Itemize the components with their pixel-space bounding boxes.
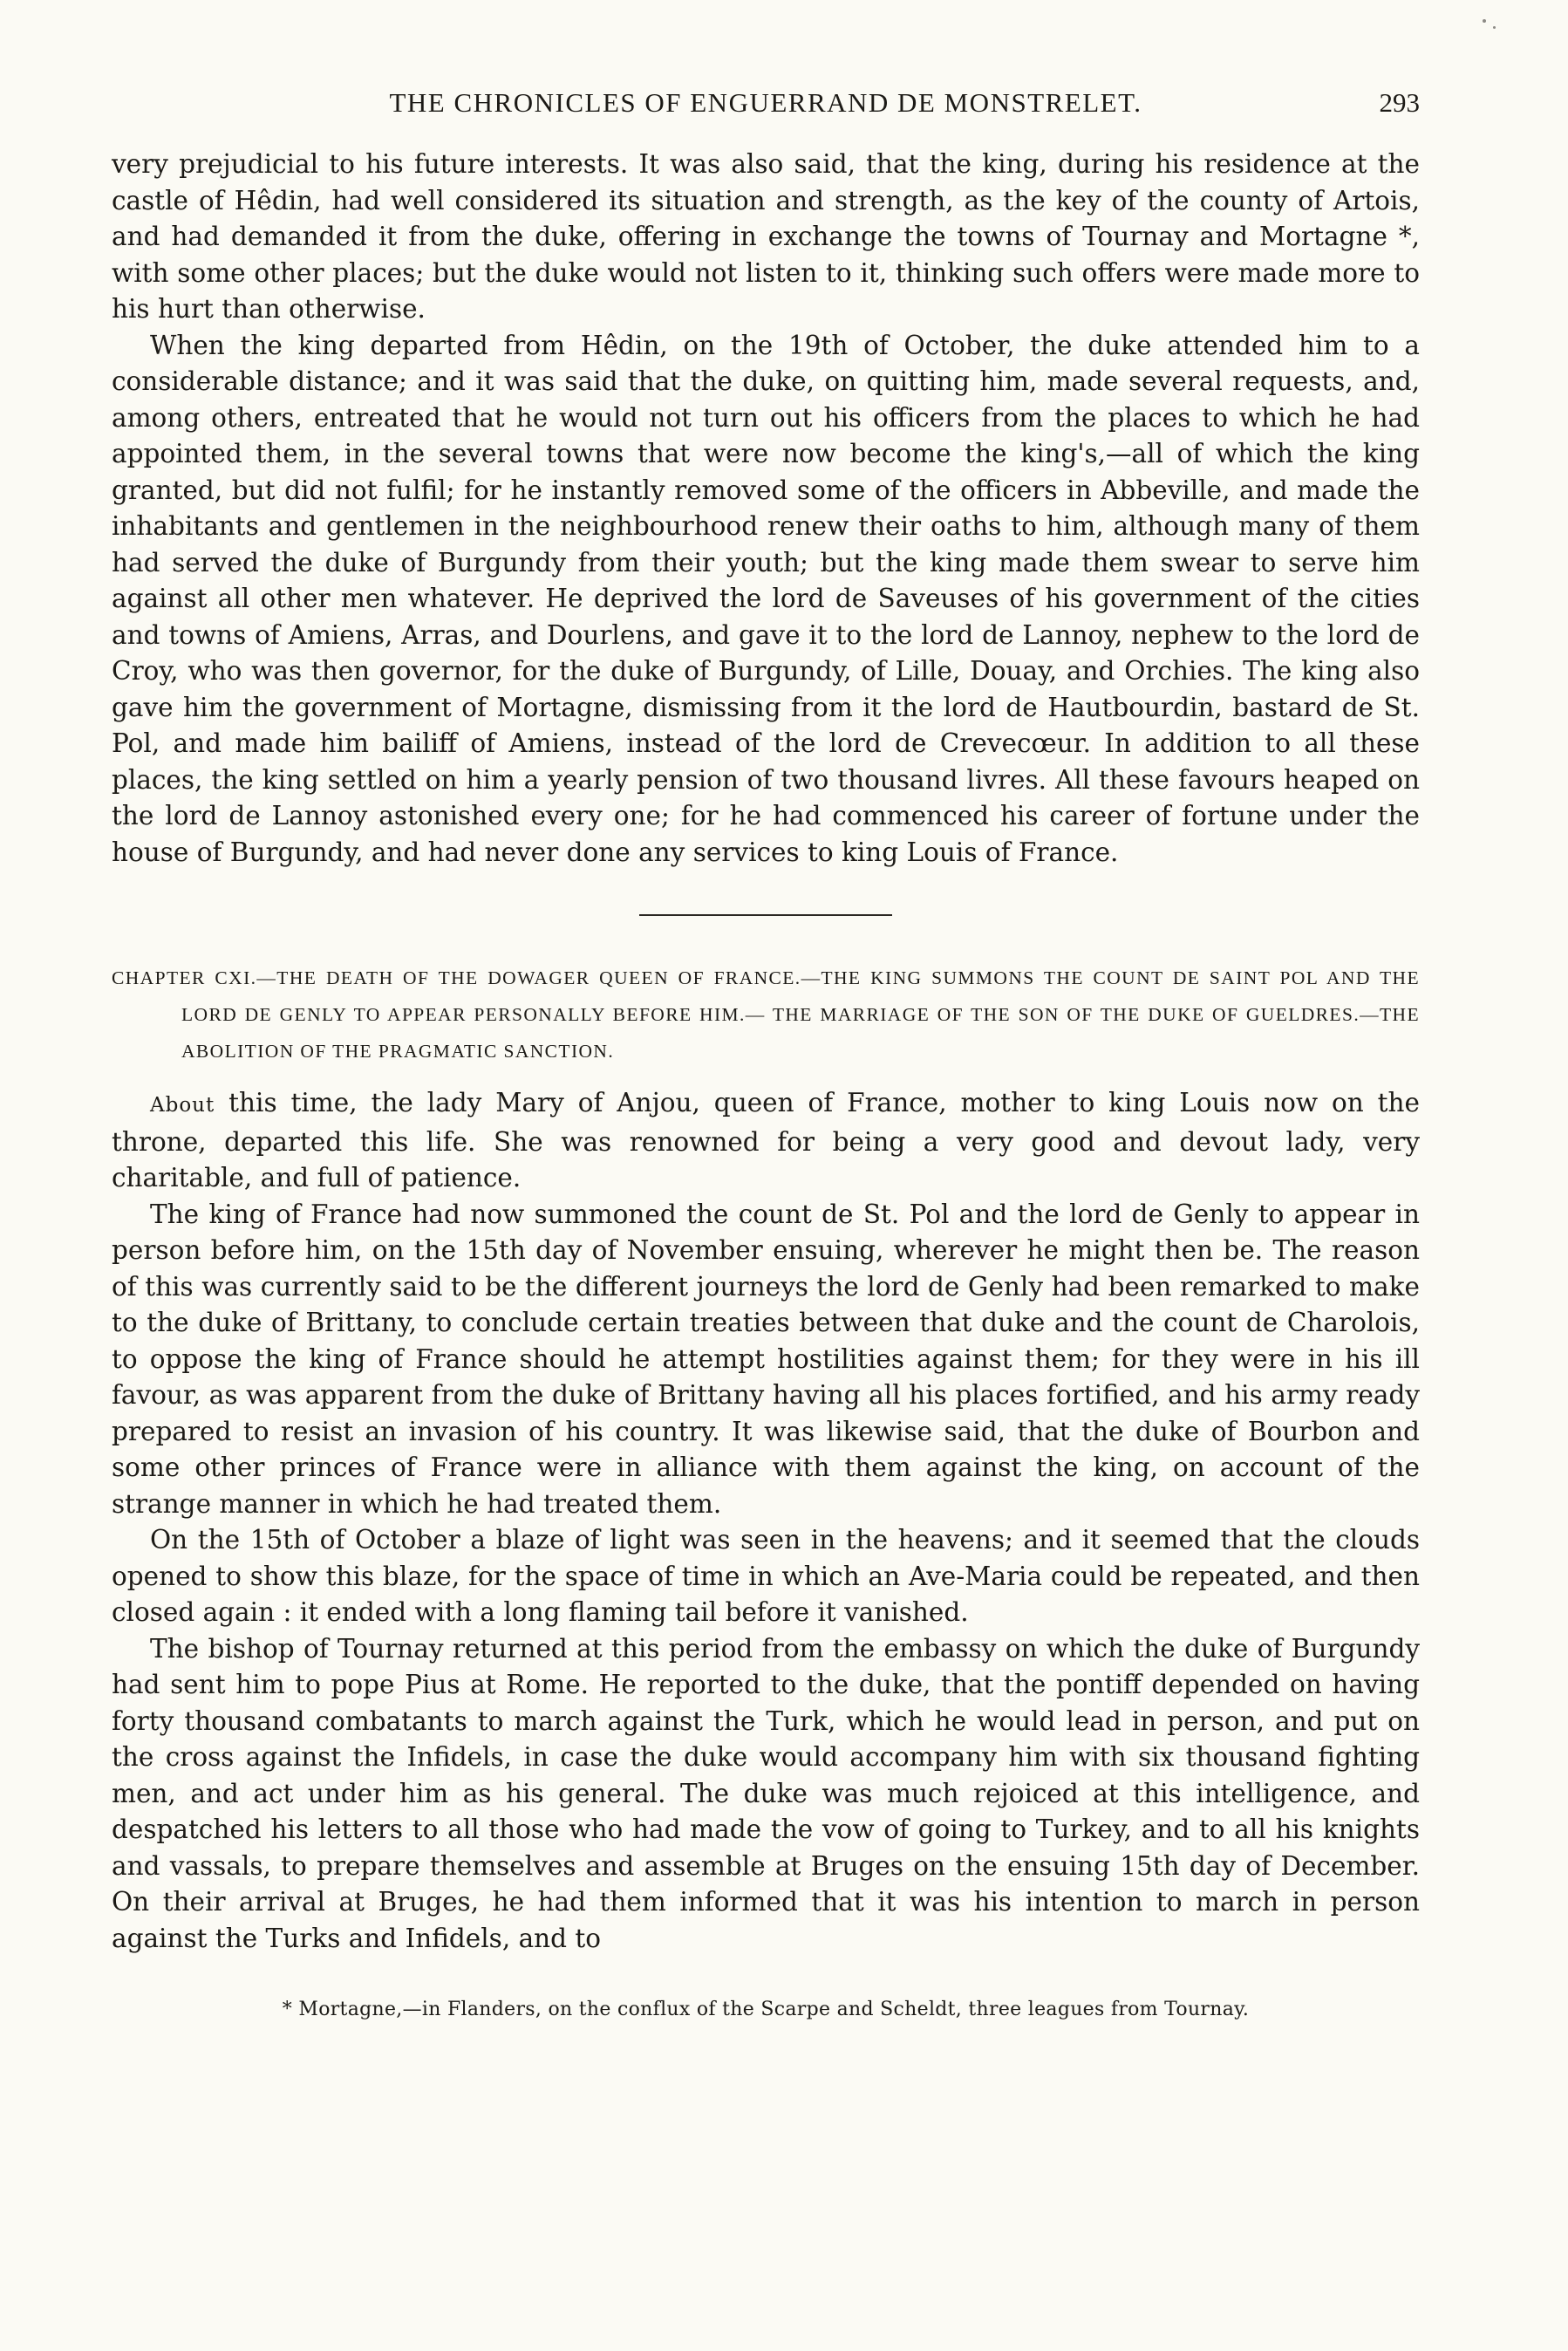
- paragraph-continued: very prejudicial to his future interests. It was also said, that the king, during his residence at the castle of Hêdin, had well considered its situation and strength, as the key of the county of Artois, and had demanded it from the duke, offering in exchange the towns of Tournay and Mortagne *, with some other places; but the duke would not listen to it, thinking such offers were made more to his hurt than otherwise.: [112, 149, 1420, 324]
- chapter-text: [112, 1085, 1420, 1957]
- main-text: [112, 147, 1420, 2028]
- opening-paragraph-text: this time, the lady Mary of Anjou, queen of France, mother to king Louis now on the throne, departed this life. She was renowned for being a very good and devout lady, very charitable, and full of patience.: [112, 1088, 1420, 1193]
- page-number: 293: [1379, 87, 1420, 118]
- running-head-title: THE CHRONICLES OF ENGUERRAND DE MONSTRELET.: [389, 87, 1142, 118]
- page-speck: [1483, 19, 1486, 23]
- paragraph: When the king departed from Hêdin, on the 19th of October, the duke attended him to a considerable distance; and it was said that the duke, on quitting him, made several requests, and, among others, entreated that he would not turn out his officers from the places to which he had appointed them, in the several towns that were now become the king's,—all of which the king granted, but did not fulfil; for he instantly removed some of the officers in Abbeville, and made the inhabitants and gentlemen in the neighbourhood renew their oaths to him, although many of them had served the duke of Burgundy from their youth; but the king made them swear to serve him against all other men whatever. He deprived the lord de Saveuses of his government of the cities and towns of Amiens, Arras, and Dourlens, and gave it to the lord de Lannoy, nephew to the lord de Croy, who was then governor, for the duke of Burgundy, of Lille, Douay, and Orchies. The king also gave him the government of Mortagne, dismissing from it the lord de Hautbourdin, bastard de St. Pol, and made him bailiff of Amiens, instead of the lord de Crevecœur. In addition to all these places, the king settled on him a yearly pension of two thousand livres. All these favours heaped on the lord de Lannoy astonished every one; for he had commenced his career of fortune under the house of Burgundy, and had never done any services to king Louis of France.: [112, 330, 1420, 867]
- book-page: [112, 87, 1420, 2028]
- paragraph: The bishop of Tournay returned at this period from the embassy on which the duke of Burgundy had sent him to pope Pius at Rome. He reported to the duke, that the pontiff depended on having forty thousand combatants to march against the Turk, which he would lead in person, and put on the cross against the Infidels, in case the duke would accompany him with six thousand fighting men, and act under him as his general. The duke was much rejoiced at this intelligence, and despatched his letters to all those who had made the vow of going to Turkey, and to all his knights and vassals, to prepare themselves and assemble at Bruges on the ensuing 15th day of December. On their arrival at Bruges, he had them informed that it was his intention to march in person against the Turks and Infidels, and to: [112, 1633, 1420, 1953]
- running-head: [112, 87, 1420, 126]
- chapter-heading: CHAPTER CXI.—THE DEATH OF THE DOWAGER QUEEN OF FRANCE.—THE KING SUMMONS THE COUNT DE SAINT POL AND THE LORD DE GENLY TO APPEAR PERSONALLY BEFORE HIM.— THE MARRIAGE OF THE SON OF THE DUKE OF GUELDRES.—THE ABOLITION OF THE PRAGMATIC SANCTION.: [112, 967, 1420, 1062]
- page-speck: [1493, 26, 1496, 29]
- chapter-opening-paragraph: [112, 1085, 1420, 1197]
- paragraph: On the 15th of October a blaze of light was seen in the heavens; and it seemed that the clouds opened to show this blaze, for the space of time in which an Ave-Maria could be repeated, and then closed again : it ended with a long flaming tail before it vanished.: [112, 1525, 1420, 1627]
- opening-word: About: [150, 1094, 215, 1117]
- footnote: * Mortagne,—in Flanders, on the conflux of the Scarpe and Scheldt, three leagues from Tournay.: [282, 1999, 1250, 2020]
- paragraph: The king of France had now summoned the count de St. Pol and the lord de Genly to appear in person before him, on the 15th day of November ensuing, wherever he might then be. The reason of this was currently said to be the different journeys the lord de Genly had been remarked to make to the duke of Brittany, to conclude certain treaties between that duke and the count de Charolois, to oppose the king of France should he attempt hostilities against them; for they were in his ill favour, as was apparent from the duke of Brittany having all his places fortified, and his army ready prepared to resist an invasion of his country. It was likewise said, that the duke of Bourbon and some other princes of France were in alliance with them against the king, on account of the strange manner in which he had treated them.: [112, 1199, 1420, 1519]
- section-divider: [639, 914, 892, 916]
